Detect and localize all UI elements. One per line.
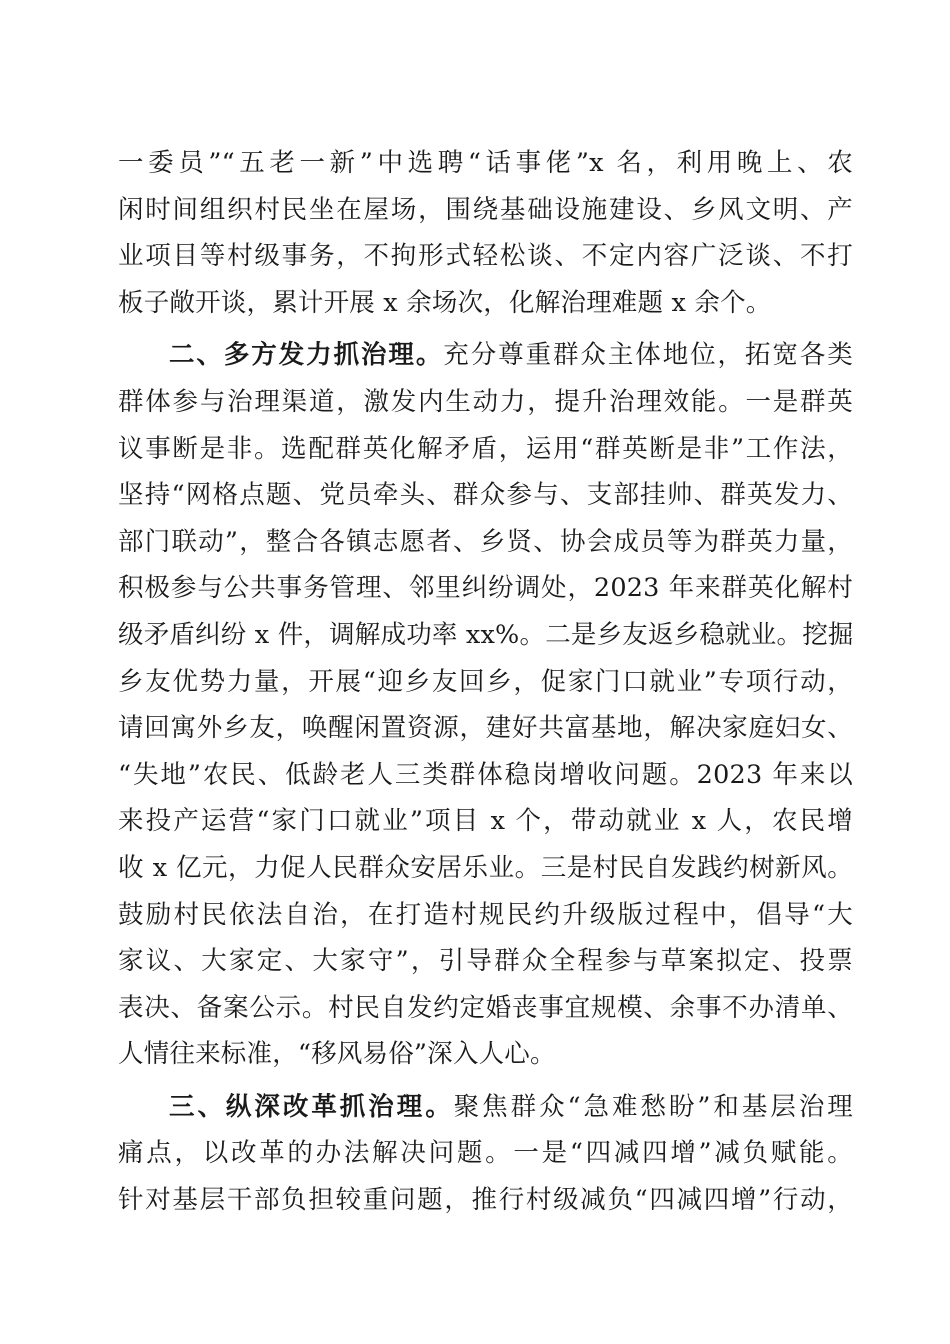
text-line: 级矛盾纠纷 x 件，调解成功率 xx%。二是乡友返乡稳就业。挖掘 [118, 619, 854, 650]
section-heading-2: 二、多方发力抓治理。 [169, 340, 444, 371]
text-run: 聚焦群众“急难愁盼”和基层治理 [453, 1091, 853, 1122]
paragraph-3-first-line [118, 1084, 853, 1131]
paragraph-1 [118, 140, 853, 326]
text-line: 针对基层干部负担较重问题，推行村级减负“四减四增”行动， [118, 1185, 853, 1216]
text-line: 收 x 亿元，力促人民群众安居乐业。三是村民自发践约树新风。 [118, 852, 853, 883]
text-run: 充分尊重群众主体地位，拓宽各类 [443, 340, 853, 371]
paragraph-2 [118, 332, 853, 1078]
paragraph-3 [118, 1084, 853, 1224]
text-line: “失地”农民、低龄老人三类群体稳岗增收问题。2023 年来以 [118, 759, 853, 790]
text-line: 议事断是非。选配群英化解矛盾，运用“群英断是非”工作法， [118, 433, 853, 464]
text-line: 家议、大家定、大家守”，引导群众全程参与草案拟定、投票 [118, 946, 853, 977]
paragraph-2-first-line [118, 332, 853, 379]
text-line: 闲时间组织村民坐在屋场，围绕基础设施建设、乡风文明、产 [118, 194, 853, 225]
text-line: 业项目等村级事务，不拘形式轻松谈、不定内容广泛谈、不打 [118, 241, 853, 272]
text-line: 群体参与治理渠道，激发内生动力，提升治理效能。一是群英 [118, 386, 853, 417]
text-line: 表决、备案公示。村民自发约定婚丧事宜规模、余事不办清单、 [118, 992, 853, 1023]
text-line: 请回寓外乡友，唤醒闲置资源，建好共富基地，解决家庭妇女、 [118, 713, 853, 744]
text-line: 乡友优势力量，开展“迎乡友回乡，促家门口就业”专项行动， [118, 666, 853, 697]
text-line: 来投产运营“家门口就业”项目 x 个，带动就业 x 人，农民增 [118, 806, 853, 837]
text-line: 一委员”“五老一新”中选聘“话事佬”x 名，利用晚上、农 [118, 148, 853, 178]
section-heading-3: 三、纵深改革抓治理。 [169, 1091, 454, 1122]
text-line: 痛点，以改革的办法解决问题。一是“四减四增”减负赋能。 [118, 1138, 853, 1169]
document-body [118, 140, 853, 1224]
text-line: 板子敞开谈，累计开展 x 余场次，化解治理难题 x 余个。 [118, 287, 772, 318]
text-line: 积极参与公共事务管理、邻里纠纷调处，2023 年来群英化解村 [118, 573, 853, 604]
text-line: 人情往来标准，“移风易俗”深入人心。 [118, 1039, 556, 1070]
text-line: 鼓励村民依法自治，在打造村规民约升级版过程中，倡导“大 [118, 899, 853, 930]
text-line: 坚持“网格点题、党员牵头、群众参与、支部挂帅、群英发力、 [118, 480, 853, 511]
text-line: 部门联动”，整合各镇志愿者、乡贤、协会成员等为群英力量， [118, 526, 853, 557]
